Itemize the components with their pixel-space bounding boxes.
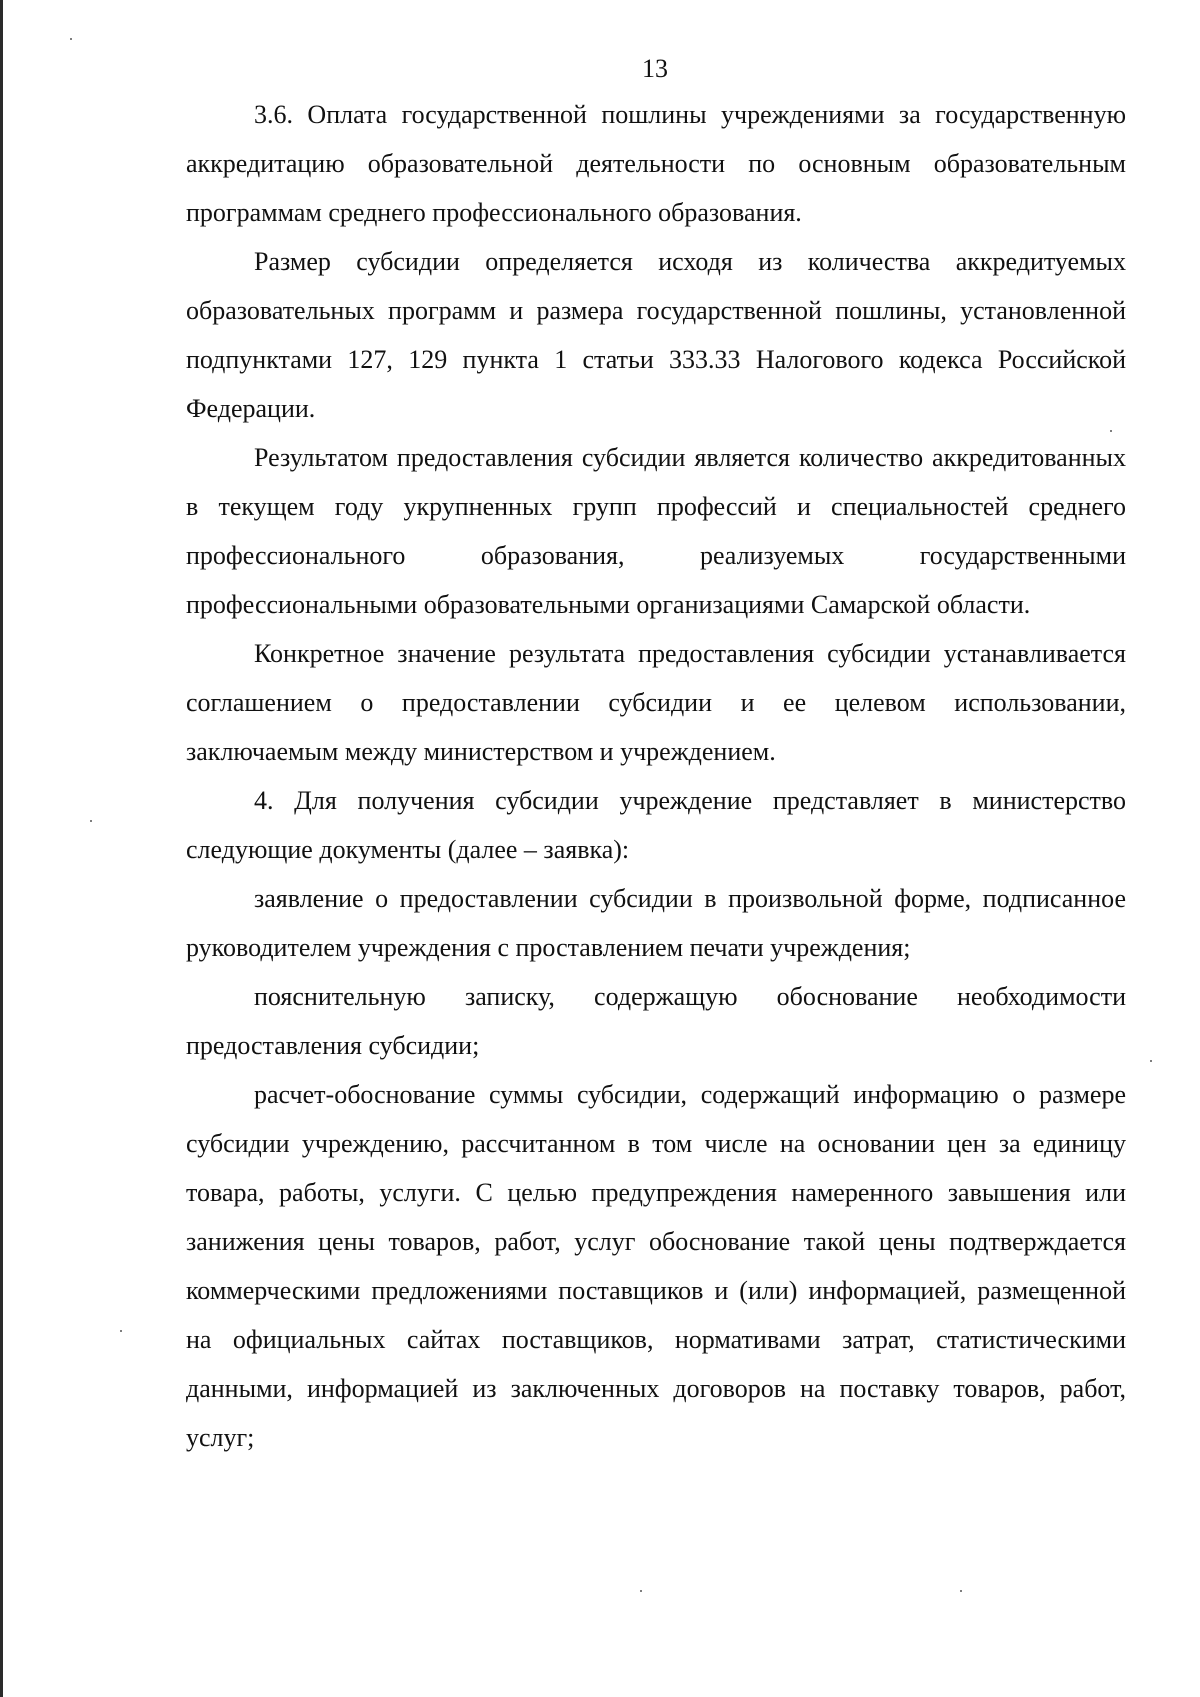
page-number: 13 [642, 54, 668, 83]
paragraph-calculation: расчет-обоснование суммы субсидии, содержащий информацию о размере субсидии учреждению, рассчитанном в том числе на основании цен за единицу товара, работы, услуги. С целью предупреждения намеренного завышения или занижения цены товаров, работ, услуг обоснование такой цены подтверждается коммерческими предложениями поставщиков и (или) информацией, размещенной на официальных сайтах поставщиков, нормативами затрат, статистическими данными, информацией из заключенных договоров на поставку товаров, работ, услуг; [186, 1080, 1126, 1452]
scan-speck [640, 1590, 642, 1592]
paragraph-4-documents: 4. Для получения субсидии учреждение представляет в министерство следующие документы (далее – заявка): [186, 786, 1126, 864]
scan-speck [70, 38, 72, 40]
scan-edge-border [0, 0, 3, 1697]
scan-speck [120, 1330, 122, 1332]
scan-speck [960, 1590, 962, 1592]
scan-speck [1150, 1060, 1152, 1062]
paragraph-subsidy-size: Размер субсидии определяется исходя из количества аккредитуемых образовательных программ и размера государственной пошлины, установленной подпунктами 127, 129 пункта 1 статьи 333.33 Налогового кодекса Российской Федерации. [186, 247, 1126, 423]
document-body [186, 90, 1126, 1462]
paragraph-application: заявление о предоставлении субсидии в произвольной форме, подписанное руководителем учреждения с проставлением печати учреждения; [186, 884, 1126, 962]
scan-speck [90, 820, 92, 822]
paragraph-subsidy-result: Результатом предоставления субсидии является количество аккредитованных в текущем году укрупненных групп профессий и специальностей среднего профессионального образования, реализуемых государственными профессиональными образовательными организациями Самарской области. [186, 443, 1126, 619]
scan-speck [1110, 430, 1112, 432]
paragraph-explanatory-note: пояснительную записку, содержащую обоснование необходимости предоставления субсидии; [186, 982, 1126, 1060]
paragraph-3-6: 3.6. Оплата государственной пошлины учреждениями за государственную аккредитацию образовательной деятельности по основным образовательным программам среднего профессионального образования. [186, 100, 1126, 227]
paragraph-result-value: Конкретное значение результата предоставления субсидии устанавливается соглашением о предоставлении субсидии и ее целевом использовании, заключаемым между министерством и учреждением. [186, 639, 1126, 766]
